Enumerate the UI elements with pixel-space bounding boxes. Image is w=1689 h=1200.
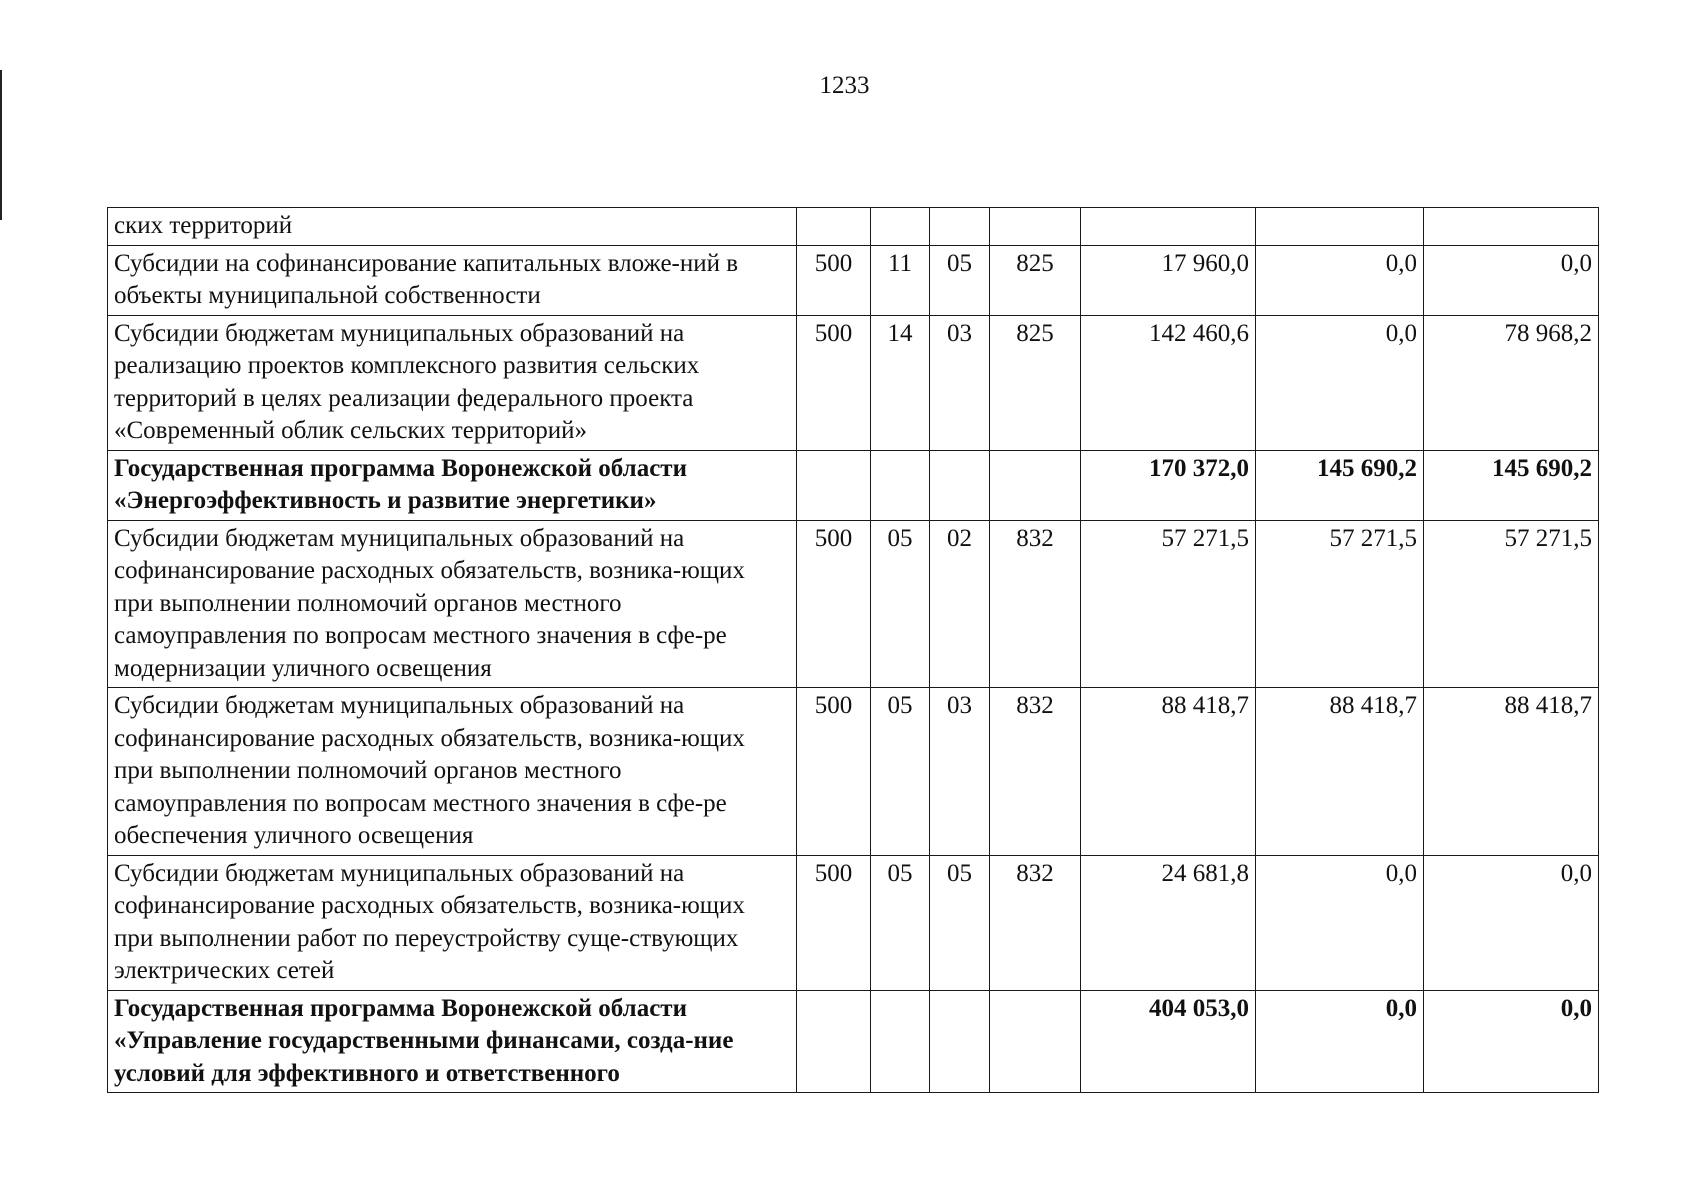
program-title: Государственная программа Воронежской области «Управление государственными финансами, созда-ние условий для эффективного и ответственного	[108, 990, 797, 1093]
code-cell: 14	[871, 315, 930, 450]
row-description: Субсидии бюджетам муниципальных образований на софинансирование расходных обязательств, возника-ющих при выполнении полномочий органов местного самоуправления по вопросам местного значения в сфе-ре обеспечения уличного освещения	[108, 688, 797, 856]
code-cell	[930, 208, 990, 246]
code-cell	[990, 208, 1081, 246]
code-cell: 825	[990, 245, 1081, 315]
amount-cell	[1256, 208, 1424, 246]
row-description: Субсидии на софинансирование капитальных вложе-ний в объекты муниципальной собственности	[108, 245, 797, 315]
row-description: Субсидии бюджетам муниципальных образований на софинансирование расходных обязательств, возника-ющих при выполнении работ по переустройству суще-ствующих электрических сетей	[108, 855, 797, 990]
table-row	[108, 245, 1599, 315]
amount-cell: 88 418,7	[1081, 688, 1256, 856]
code-cell: 05	[871, 855, 930, 990]
table-row	[108, 855, 1599, 990]
code-cell	[930, 990, 990, 1093]
code-cell	[797, 450, 871, 520]
amount-cell: 170 372,0	[1081, 450, 1256, 520]
code-cell: 02	[930, 520, 990, 688]
code-cell: 825	[990, 315, 1081, 450]
amount-cell: 404 053,0	[1081, 990, 1256, 1093]
code-cell	[871, 450, 930, 520]
code-cell	[871, 208, 930, 246]
code-cell	[797, 990, 871, 1093]
budget-table	[107, 207, 1599, 1093]
amount-cell: 57 271,5	[1081, 520, 1256, 688]
page-number: 1233	[819, 72, 870, 99]
code-cell: 11	[871, 245, 930, 315]
code-cell	[871, 990, 930, 1093]
table-row	[108, 520, 1599, 688]
amount-cell: 88 418,7	[1256, 688, 1424, 856]
code-cell: 03	[930, 315, 990, 450]
amount-cell	[1424, 208, 1599, 246]
code-cell: 832	[990, 520, 1081, 688]
program-title: Государственная программа Воронежской области «Энергоэффективность и развитие энергетики»	[108, 450, 797, 520]
amount-cell: 145 690,2	[1424, 450, 1599, 520]
table-row	[108, 688, 1599, 856]
amount-cell: 0,0	[1256, 855, 1424, 990]
program-total-row	[108, 450, 1599, 520]
code-cell: 832	[990, 688, 1081, 856]
code-cell: 03	[930, 688, 990, 856]
amount-cell: 0,0	[1256, 315, 1424, 450]
code-cell	[990, 450, 1081, 520]
amount-cell: 0,0	[1256, 245, 1424, 315]
amount-cell: 0,0	[1256, 990, 1424, 1093]
code-cell: 05	[930, 855, 990, 990]
code-cell: 05	[871, 688, 930, 856]
amount-cell: 0,0	[1424, 245, 1599, 315]
amount-cell: 0,0	[1424, 855, 1599, 990]
code-cell: 05	[871, 520, 930, 688]
code-cell: 500	[797, 315, 871, 450]
amount-cell: 78 968,2	[1424, 315, 1599, 450]
amount-cell: 88 418,7	[1424, 688, 1599, 856]
table-row	[108, 315, 1599, 450]
code-cell	[797, 208, 871, 246]
program-total-row	[108, 990, 1599, 1093]
amount-cell: 17 960,0	[1081, 245, 1256, 315]
code-cell: 832	[990, 855, 1081, 990]
row-description: ских территорий	[108, 208, 797, 246]
table-row	[108, 208, 1599, 246]
amount-cell: 57 271,5	[1424, 520, 1599, 688]
code-cell: 500	[797, 520, 871, 688]
amount-cell: 57 271,5	[1256, 520, 1424, 688]
code-cell: 500	[797, 688, 871, 856]
amount-cell: 24 681,8	[1081, 855, 1256, 990]
amount-cell	[1081, 208, 1256, 246]
code-cell	[930, 450, 990, 520]
row-description: Субсидии бюджетам муниципальных образований на реализацию проектов комплексного развития сельских территорий в целях реализации федерального проекта «Современный облик сельских территорий»	[108, 315, 797, 450]
code-cell: 05	[930, 245, 990, 315]
amount-cell: 145 690,2	[1256, 450, 1424, 520]
code-cell: 500	[797, 245, 871, 315]
row-description: Субсидии бюджетам муниципальных образований на софинансирование расходных обязательств, возника-ющих при выполнении полномочий органов местного самоуправления по вопросам местного значения в сфе-ре модернизации уличного освещения	[108, 520, 797, 688]
amount-cell: 142 460,6	[1081, 315, 1256, 450]
code-cell	[990, 990, 1081, 1093]
amount-cell: 0,0	[1424, 990, 1599, 1093]
code-cell: 500	[797, 855, 871, 990]
